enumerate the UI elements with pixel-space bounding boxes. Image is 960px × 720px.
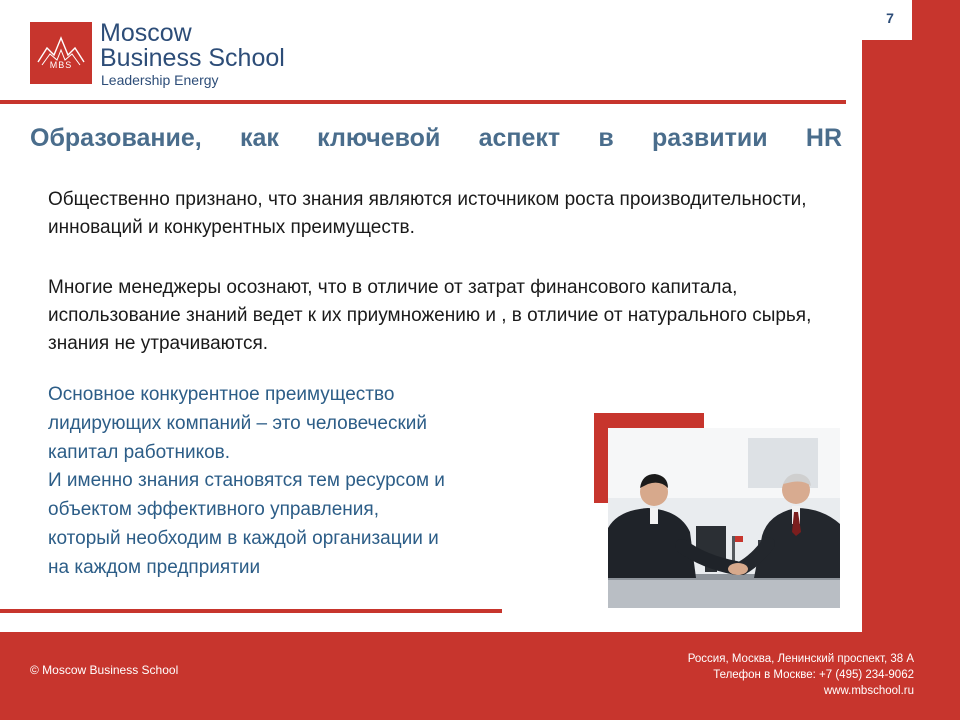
highlight-line: И именно знания становятся тем ресурсом и <box>48 470 445 492</box>
highlight-line: на каждом предприятии <box>48 556 261 578</box>
highlight-line: капитал работников. <box>48 441 231 463</box>
brand-tagline: Leadership Energy <box>101 72 219 88</box>
logo-mark-text: MBS <box>49 60 73 70</box>
paragraph-2: Многие менеджеры осознают, что в отличие от затрат финансового капитала, использование знаний ведет к их приумножению и , в отличие от натурального сырья, знания не утрачиваются. <box>48 277 812 354</box>
slide-title: Образование, как ключевой аспект в развитии HR <box>30 124 842 152</box>
highlight-line: лидирующих компаний – это человеческий <box>48 412 428 434</box>
highlight-text <box>48 381 568 583</box>
logo-mark <box>30 22 92 84</box>
footer-contacts <box>688 651 914 699</box>
highlight-line: объектом эффективного управления, <box>48 499 379 521</box>
handshake-illustration <box>608 428 840 608</box>
footer-phone: Телефон в Москве: +7 (495) 234-9062 <box>713 669 914 681</box>
page-number: 7 <box>886 10 894 26</box>
header-divider <box>0 100 846 104</box>
footer-copyright: © Moscow Business School <box>30 663 179 677</box>
highlight-line: который необходим в каждой организации и <box>48 527 439 549</box>
highlight-line: Основное конкурентное преимущество <box>48 384 395 405</box>
right-red-band <box>862 0 960 632</box>
bottom-divider <box>0 609 502 613</box>
footer-website[interactable]: www.mbschool.ru <box>823 685 914 697</box>
footer-address: Россия, Москва, Ленинский проспект, 38 А <box>687 653 914 665</box>
brand-name-line1: Moscow <box>100 19 192 47</box>
mountain-logo-icon <box>30 22 92 84</box>
brand-name-line2: Business School <box>100 44 285 72</box>
handshake-photo <box>608 428 840 608</box>
paragraph-1: Общественно признано, что знания являются источником роста производительности, инноваций и конкурентных преимуществ. <box>48 189 807 238</box>
